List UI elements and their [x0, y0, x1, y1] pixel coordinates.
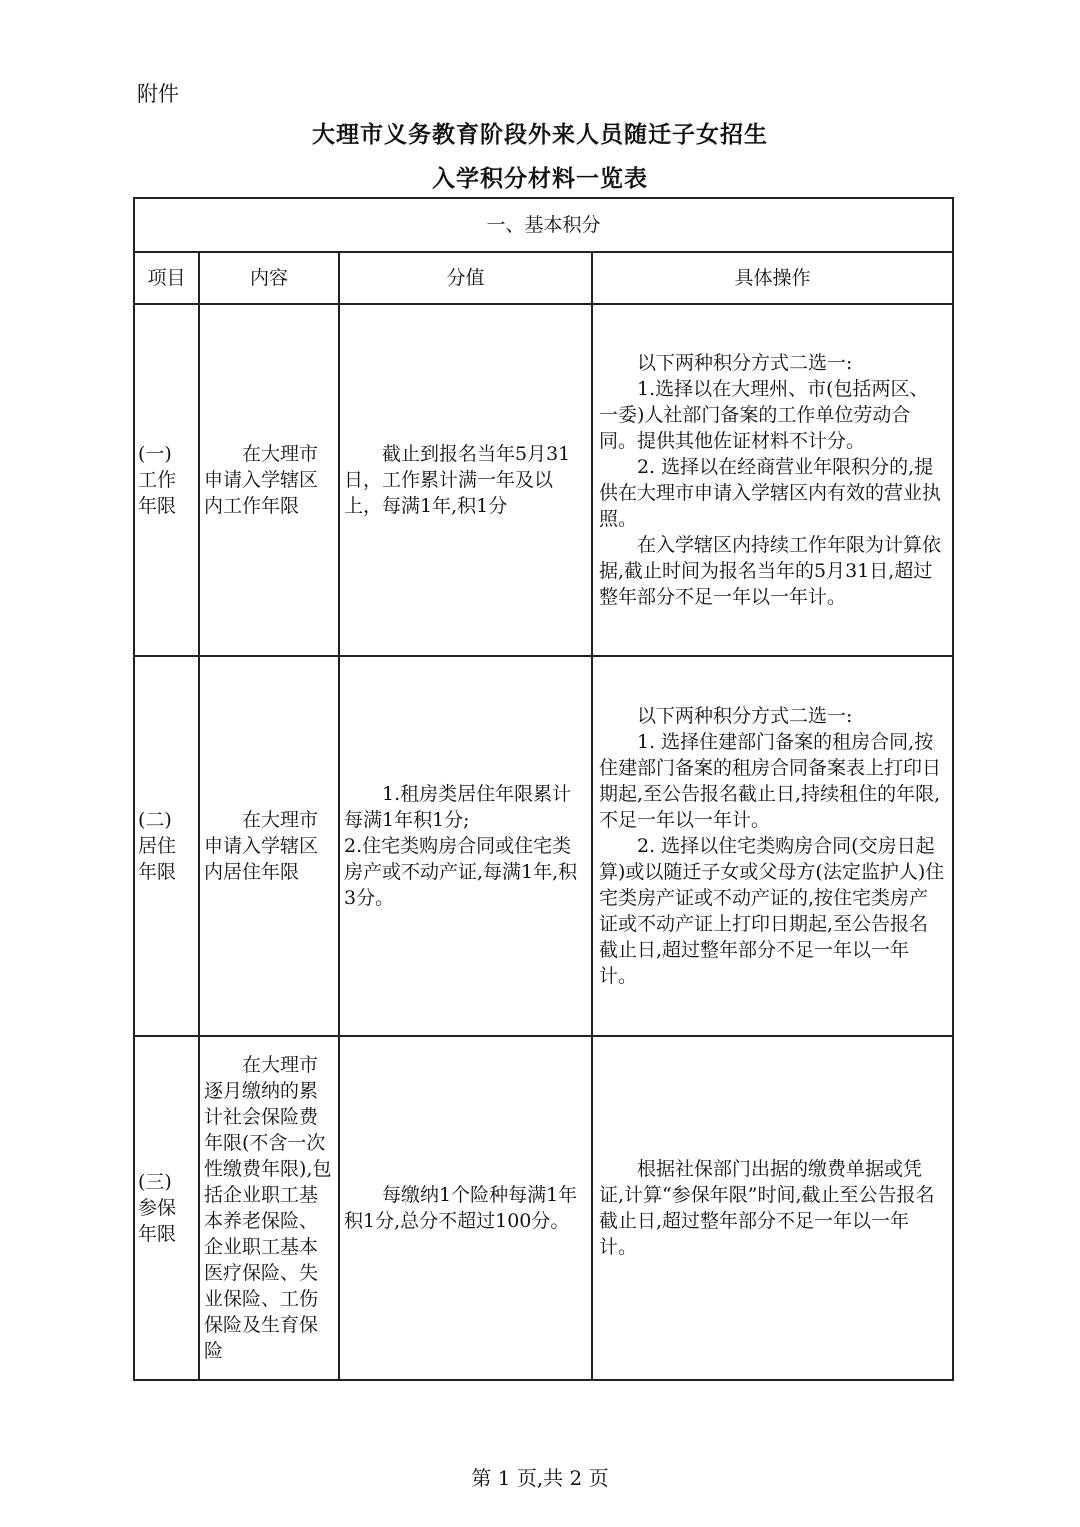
row-content: 在大理市申请入学辖区内居住年限 [199, 656, 339, 1036]
table-header-row [134, 252, 953, 304]
attachment-label: 附件 [137, 82, 179, 106]
row-item: (三) 参保 年限 [134, 1036, 199, 1380]
row-content: 在大理市逐月缴纳的累计社会保险费年限(不含一次性缴费年限),包括企业职工基本养老保险、企业职工基本医疗保险、失业保险、工伤保险及生育保险 [199, 1036, 339, 1380]
header-score: 分值 [339, 252, 592, 304]
operation-paragraph: 以下两种积分方式二选一: [637, 352, 853, 374]
operation-paragraph: 在入学辖区内持续工作年限为计算依据,截止时间为报名当年的5月31日,超过整年部分不足一年以一年计。 [599, 534, 942, 608]
table-row [134, 1036, 953, 1380]
operation-paragraph: 2. 选择以在经商营业年限积分的,提供在大理市申请入学辖区内有效的营业执照。 [599, 456, 942, 530]
row-content: 在大理市申请入学辖区内工作年限 [199, 304, 339, 656]
table-row [134, 304, 953, 656]
row-operation [592, 656, 953, 1036]
row-score: 1.租房类居住年限累计每满1年积1分; 2.住宅类购房合同或住宅类房产或不动产证,每满1年,积3分。 [339, 656, 592, 1036]
row-item: (一) 工作 年限 [134, 304, 199, 656]
operation-paragraph: 以下两种积分方式二选一: [637, 705, 853, 727]
operation-paragraph: 1.选择以在大理州、市(包括两区、一委)人社部门备案的工作单位劳动合同。提供其他佐证材料不计分。 [599, 378, 929, 452]
document-title-line2: 入学积分材料一览表 [432, 165, 648, 192]
header-item: 项目 [134, 252, 199, 304]
row-operation [592, 304, 953, 656]
operation-paragraph: 2. 选择以住宅类购房合同(交房日起算)或以随迁子女或父母方(法定监护人)住宅类房产证或不动产证的,按住宅类房产证或不动产证上打印日期起,至公告报名截止日,超过整年部分不足一年以一年计。 [599, 835, 945, 987]
header-content: 内容 [199, 252, 339, 304]
document-title-line1: 大理市义务教育阶段外来人员随迁子女招生 [312, 121, 768, 148]
row-item: (二) 居住 年限 [134, 656, 199, 1036]
operation-paragraph: 根据社保部门出据的缴费单据或凭证,计算“参保年限”时间,截止至公告报名截止日,超过整年部分不足一年以一年计。 [599, 1158, 935, 1258]
row-operation [592, 1036, 953, 1380]
points-materials-table [133, 197, 954, 1381]
operation-paragraph: 1. 选择住建部门备案的租房合同,按住建部门备案的租房合同备案表上打印日期起,至公告报名截止日,持续租住的年限,不足一年以一年计。 [599, 731, 942, 831]
header-operation: 具体操作 [592, 252, 953, 304]
table-row [134, 656, 953, 1036]
row-score: 截止到报名当年5月31日，工作累计满一年及以上，每满1年,积1分 [339, 304, 592, 656]
row-score: 每缴纳1个险种每满1年积1分,总分不超过100分。 [339, 1036, 592, 1380]
section-title: 一、基本积分 [134, 198, 953, 252]
page-number: 第 1 页,共 2 页 [471, 1466, 609, 1490]
